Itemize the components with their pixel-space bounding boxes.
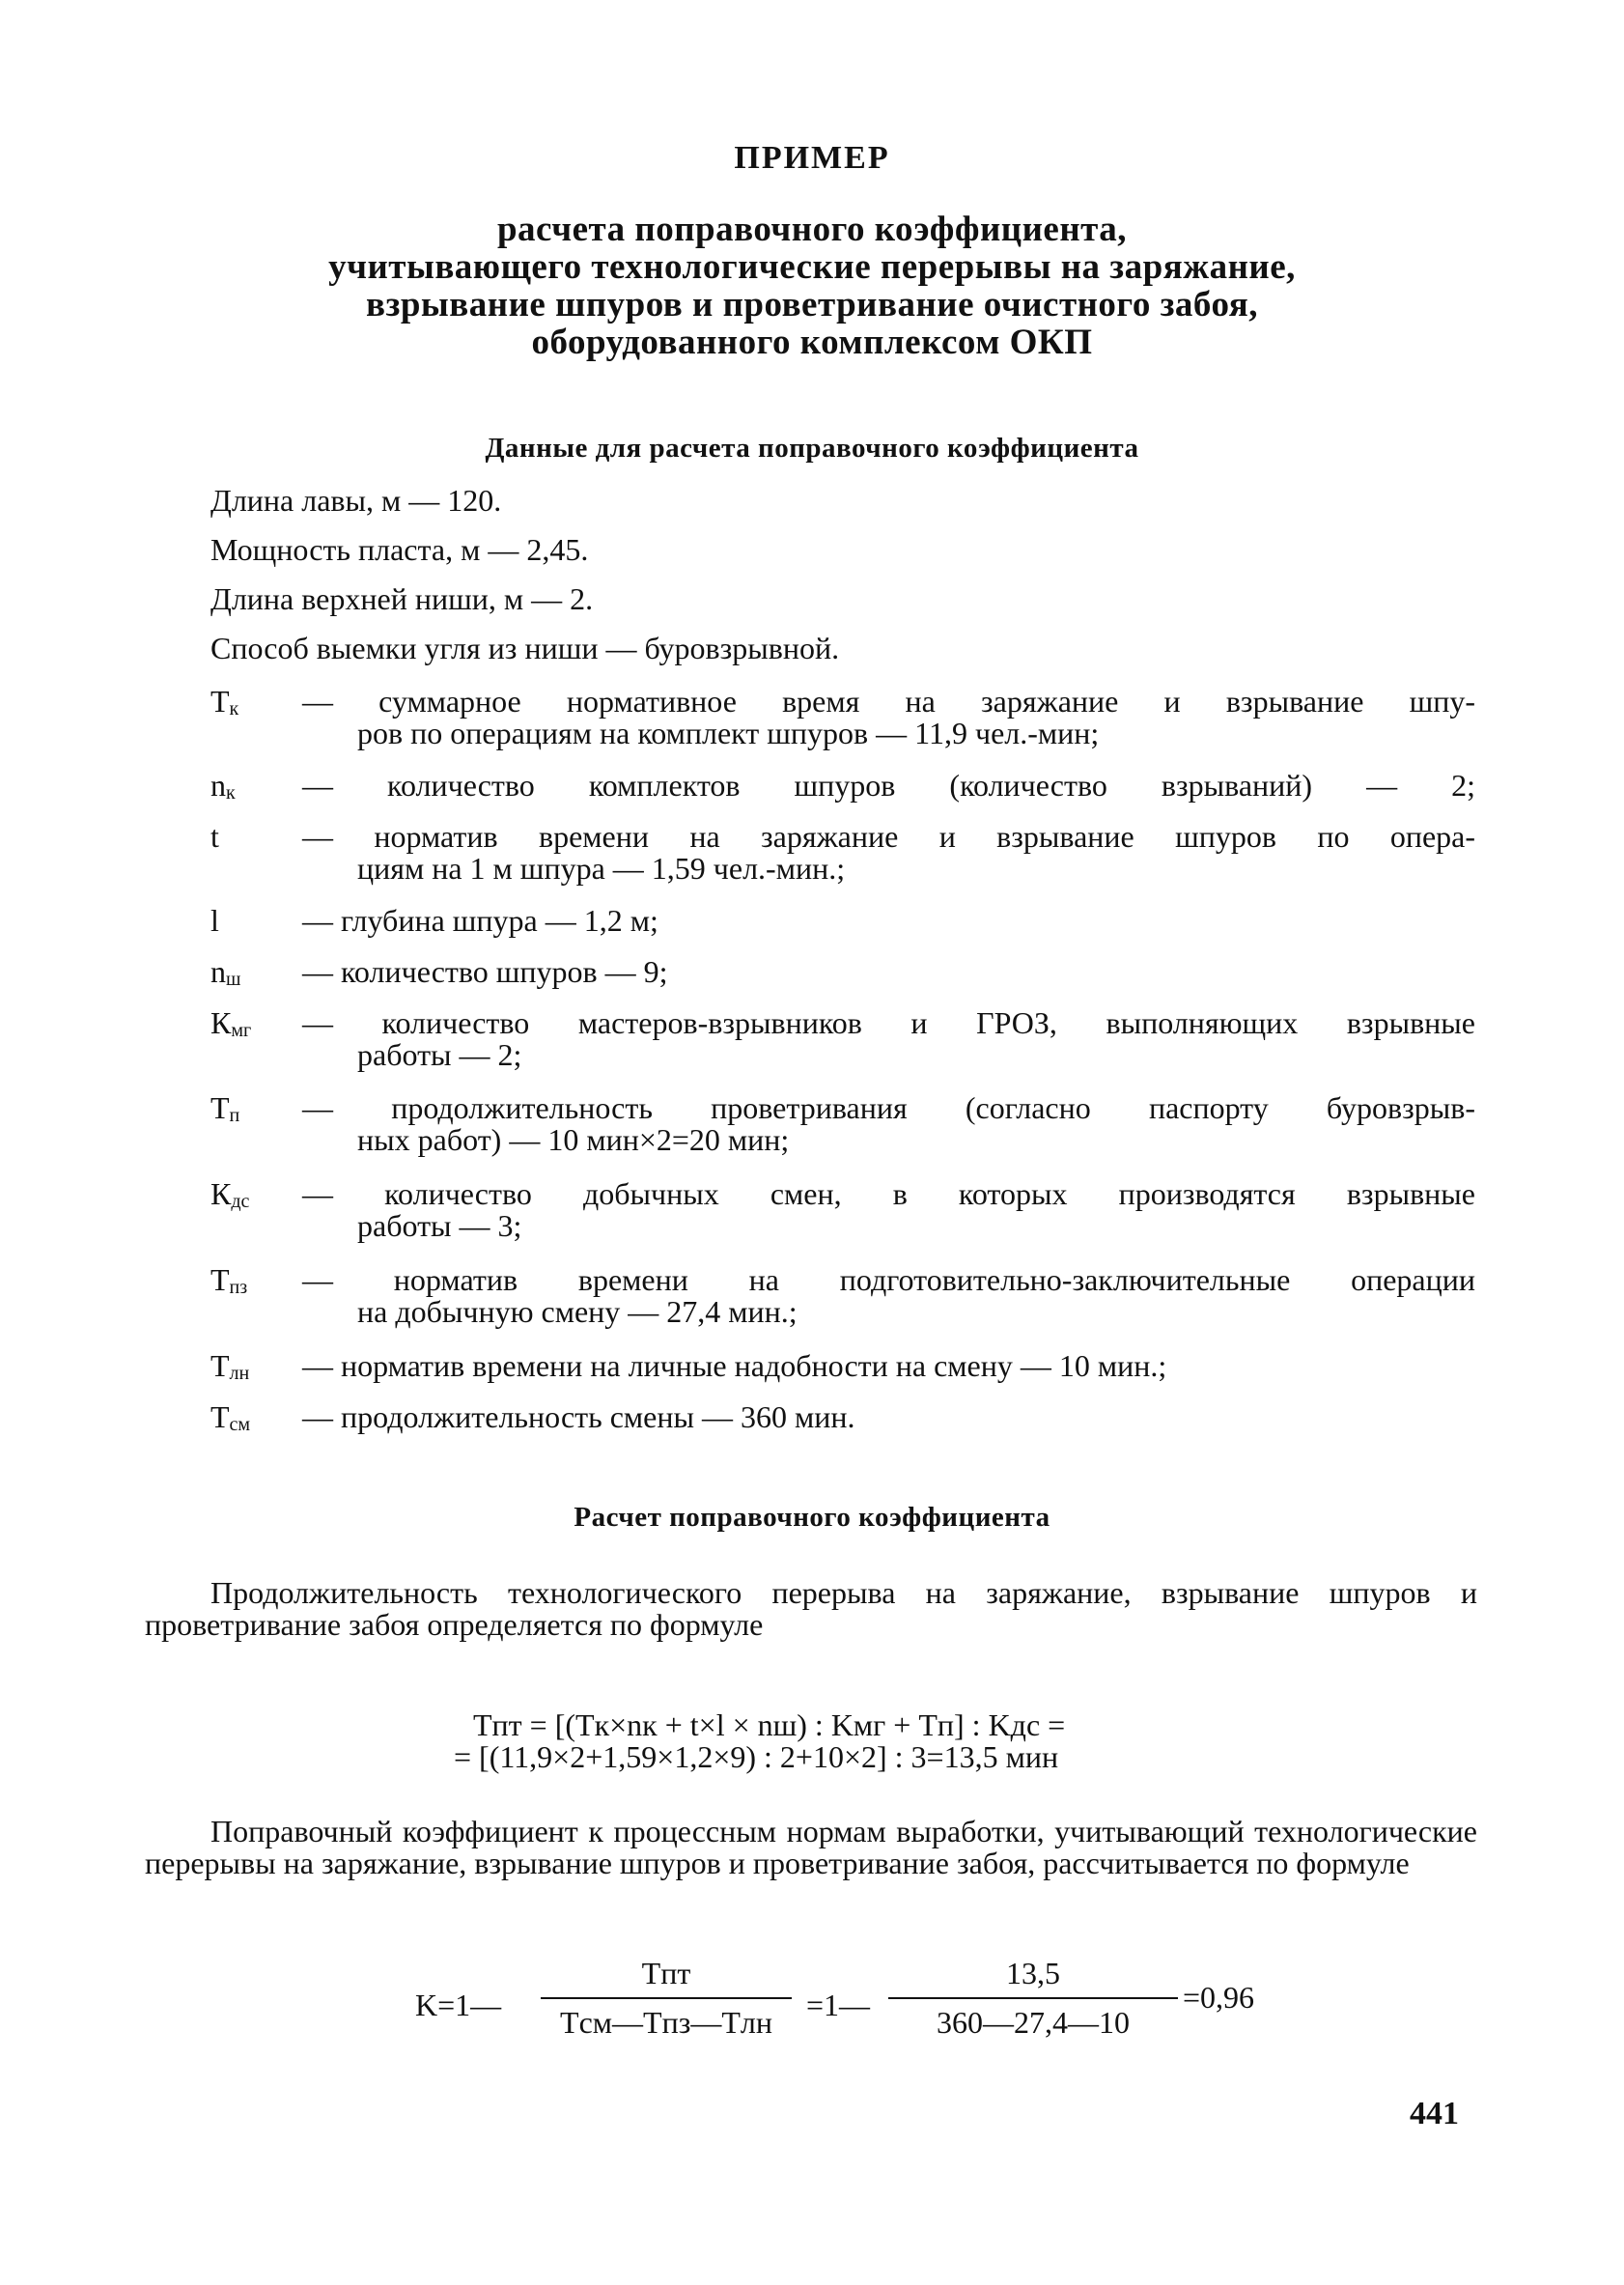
legend-symbol: $К_{мг}$ <box>210 1005 252 1041</box>
legend-symbol: $T_к$ <box>210 684 239 719</box>
legend-symbol: $T_{см}$ <box>210 1399 251 1435</box>
formula-lhs: K=1— <box>415 1988 502 2022</box>
legend-description: — норматив времени на заряжание и взрывание шпуров по опера- циям на 1 м шпура — 1,59 чел.-мин.; <box>302 819 1475 886</box>
legend-description: — количество мастеров-взрывников и ГРОЗ, выполняющих взрывные работы — 2; <box>302 1005 1475 1072</box>
legend-description: — продолжительность проветривания (согласно паспорту буровзрыв- ных работ) — 10 мин×2=20 мин; <box>302 1090 1475 1157</box>
page-subtitle <box>0 211 1624 361</box>
data-line: Длина лавы, м — 120. <box>210 483 502 518</box>
subtitle-line: расчета поправочного коэффициента, <box>496 210 1128 249</box>
legend-description: — глубина шпура — 1,2 м; <box>302 903 658 938</box>
legend-symbol: $n_ш$ <box>210 954 241 990</box>
page-title: ПРИМЕР <box>734 140 890 176</box>
legend-symbol: $T_{лн}$ <box>210 1348 250 1384</box>
data-line: Мощность пласта, м — 2,45. <box>210 532 589 567</box>
subtitle-line: оборудованного комплексом ОКП <box>531 323 1093 362</box>
page-number: 441 <box>1410 2096 1459 2131</box>
legend-symbol: $T_{пз}$ <box>210 1262 248 1298</box>
calc-section-heading: Расчет поправочного коэффициента <box>574 1502 1050 1533</box>
fraction <box>541 1956 792 2041</box>
legend-description: — норматив времени на подготовительно-заключительные операции на добычную смену — 27,4 мин.; <box>302 1262 1475 1329</box>
legend-description: — количество комплектов шпуров (количество взрываний) — 2; <box>302 768 1475 803</box>
legend-symbol: l <box>210 903 219 938</box>
fraction <box>888 1956 1178 2041</box>
legend-symbol: $К_{дс}$ <box>210 1176 250 1212</box>
formula-result: =0,96 <box>1183 1980 1255 2015</box>
fraction-numerator: 13,5 <box>888 1956 1178 1999</box>
legend-description: — количество шпуров — 9; <box>302 954 668 989</box>
paragraph: Поправочный коэффициент к процессным нормам выработки, учитывающий технологические перерывы на заряжание, взрывание шпуров и проветривание забоя, рассчитывается по формуле <box>145 1814 1477 1880</box>
legend-description: — суммарное нормативное время на заряжание и взрывание шпу- ров по операциям на комплект шпуров — 11,9 чел.-мин; <box>302 684 1475 750</box>
legend-description: — норматив времени на личные надобности на смену — 10 мин.; <box>302 1348 1167 1383</box>
subtitle-line: учитывающего технологические перерывы на заряжание, <box>328 247 1296 287</box>
data-line: Длина верхней ниши, м — 2. <box>210 581 594 616</box>
legend-symbol: $n_к$ <box>210 768 236 804</box>
formula-mid: =1— <box>806 1988 871 2022</box>
legend-symbol: $T_п$ <box>210 1090 240 1126</box>
formula-line: Tпт = [(Tк×nк + t×l × nш) : Kмг + Tп] : Kдс = <box>473 1707 1066 1742</box>
legend-description: — продолжительность смены — 360 мин. <box>302 1399 855 1434</box>
formula-line: = [(11,9×2+1,59×1,2×9) : 2+10×2] : 3=13,5 мин <box>454 1739 1059 1774</box>
fraction-denominator: Tсм—Tпз—Tлн <box>560 2005 772 2040</box>
fraction-numerator: Tпт <box>541 1956 792 1999</box>
subtitle-line: взрывание шпуров и проветривание очистного забоя, <box>365 285 1259 324</box>
fraction-denominator: 360—27,4—10 <box>937 2005 1130 2040</box>
data-line: Способ выемки угля из ниши — буровзрывной. <box>210 631 840 665</box>
legend-symbol: t <box>210 819 219 854</box>
paragraph: Продолжительность технологического перерыва на заряжание, взрывание шпуров и проветривание забоя определяется по формуле <box>145 1575 1477 1642</box>
data-section-heading: Данные для расчета поправочного коэффициента <box>485 433 1139 464</box>
legend-description: — количество добычных смен, в которых производятся взрывные работы — 3; <box>302 1176 1475 1243</box>
